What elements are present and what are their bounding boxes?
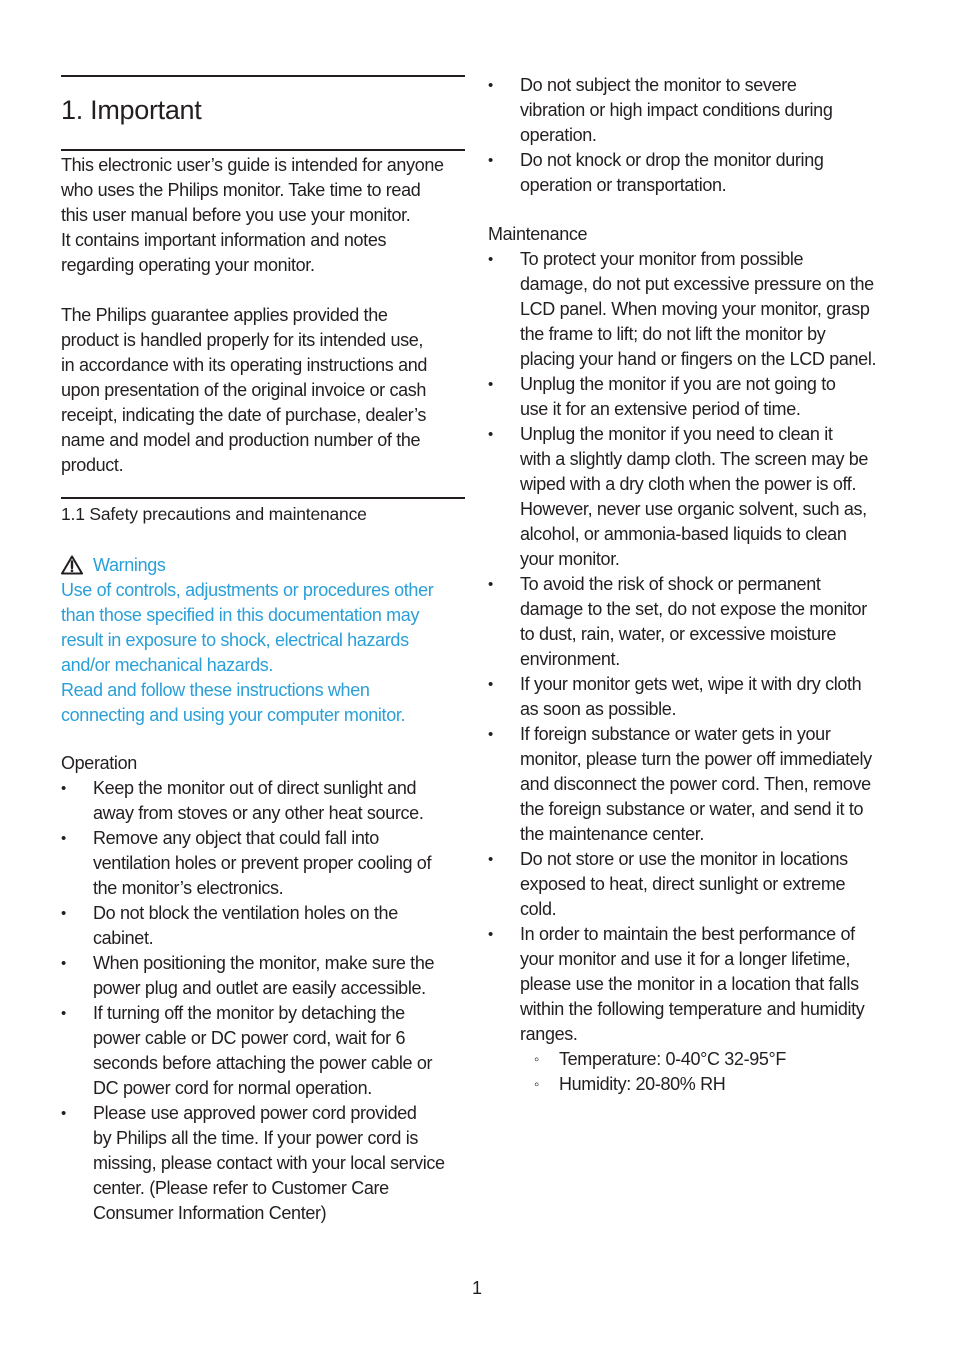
list-item-line: • Keep the monitor out of direct sunlight and bbox=[93, 778, 417, 798]
list-item-line: cold. bbox=[520, 899, 557, 919]
list-item-line: • Do not block the ventilation holes on the bbox=[93, 903, 398, 923]
list-item-line: However, never use organic solvent, such as, bbox=[520, 499, 867, 519]
list-item bbox=[488, 922, 898, 1097]
list-item bbox=[488, 372, 898, 422]
intro-paragraph-2 bbox=[61, 303, 427, 478]
text-line: Read and follow these instructions when bbox=[61, 680, 370, 700]
list-item-line: operation or transportation. bbox=[520, 175, 727, 195]
operation-list-continued bbox=[488, 73, 898, 198]
list-item-line: • Please use approved power cord provided bbox=[93, 1103, 417, 1123]
list-item-line: • To avoid the risk of shock or permanent bbox=[520, 574, 821, 594]
page-number: 1 bbox=[471, 1278, 482, 1298]
list-item-line: damage, do not put excessive pressure on the bbox=[520, 274, 874, 294]
maintenance-heading: Maintenance bbox=[488, 224, 588, 244]
list-item bbox=[488, 247, 898, 372]
list-item-line: and disconnect the power cord. Then, remove bbox=[520, 774, 871, 794]
list-item-line: the frame to lift; do not lift the monitor by bbox=[520, 324, 826, 344]
text-line: It contains important information and notes bbox=[61, 230, 387, 250]
list-item bbox=[488, 722, 898, 847]
list-item-line: by Philips all the time. If your power cord is bbox=[93, 1128, 419, 1148]
list-item-line: center. (Please refer to Customer Care bbox=[93, 1178, 389, 1198]
list-item-line: vibration or high impact conditions during bbox=[520, 100, 833, 120]
title-rule bbox=[61, 149, 465, 151]
list-item-line: Consumer Information Center) bbox=[93, 1203, 327, 1223]
text-line: product. bbox=[61, 455, 124, 475]
list-item bbox=[488, 672, 898, 722]
list-item-line: • Remove any object that could fall into bbox=[93, 828, 379, 848]
list-item bbox=[61, 776, 465, 826]
list-item bbox=[61, 826, 465, 901]
list-item-line: • Unplug the monitor if you are not going to bbox=[520, 374, 836, 394]
list-item-line: please use the monitor in a location that falls bbox=[520, 974, 859, 994]
list-item-line: to dust, rain, water, or excessive moisture bbox=[520, 624, 837, 644]
list-item-line: ventilation holes or prevent proper cooling of bbox=[93, 853, 432, 873]
list-item-line: • If turning off the monitor by detaching the bbox=[93, 1003, 405, 1023]
range-item: ◦ Humidity: 20-80% RH bbox=[520, 1072, 898, 1097]
list-item-line: use it for an extensive period of time. bbox=[520, 399, 801, 419]
list-item bbox=[488, 847, 898, 922]
list-item bbox=[61, 901, 465, 951]
list-item-line: power cable or DC power cord, wait for 6 bbox=[93, 1028, 406, 1048]
list-item-line: monitor, please turn the power off immediately bbox=[520, 749, 872, 769]
list-item-line: wiped with a dry cloth when the power is off. bbox=[520, 474, 857, 494]
list-item-line: environment. bbox=[520, 649, 620, 669]
text-line: this user manual before you use your monitor. bbox=[61, 205, 411, 225]
text-line: and/or mechanical hazards. bbox=[61, 655, 274, 675]
list-item-line: your monitor and use it for a longer lifetime, bbox=[520, 949, 851, 969]
list-item-line: cabinet. bbox=[93, 928, 154, 948]
list-item-line: • In order to maintain the best performance of bbox=[520, 924, 855, 944]
list-item-line: • Do not subject the monitor to severe bbox=[520, 75, 797, 95]
list-item-line: seconds before attaching the power cable or bbox=[93, 1053, 433, 1073]
text-line: receipt, indicating the date of purchase, dealer’s bbox=[61, 405, 427, 425]
operation-list bbox=[61, 776, 465, 1226]
list-item-line: • To protect your monitor from possible bbox=[520, 249, 804, 269]
list-item-line: • If foreign substance or water gets in your bbox=[520, 724, 831, 744]
text-line: result in exposure to shock, electrical hazards bbox=[61, 630, 409, 650]
list-item bbox=[61, 1101, 465, 1226]
text-line: Use of controls, adjustments or procedures other bbox=[61, 580, 434, 600]
list-item-line: LCD panel. When moving your monitor, grasp bbox=[520, 299, 870, 319]
list-item bbox=[488, 422, 898, 572]
operation-heading: Operation bbox=[61, 753, 137, 773]
list-item-line: operation. bbox=[520, 125, 597, 145]
list-item bbox=[488, 73, 898, 148]
list-item-line: away from stoves or any other heat source. bbox=[93, 803, 424, 823]
list-item-line: the foreign substance or water, and send it to bbox=[520, 799, 864, 819]
list-item-line: power plug and outlet are easily accessible. bbox=[93, 978, 426, 998]
text-line: in accordance with its operating instructions and bbox=[61, 355, 428, 375]
subsection-rule bbox=[61, 497, 465, 499]
text-line: upon presentation of the original invoice or cash bbox=[61, 380, 427, 400]
list-item-line: • Do not knock or drop the monitor during bbox=[520, 150, 824, 170]
list-item bbox=[61, 1001, 465, 1101]
list-item-line: missing, please contact with your local service bbox=[93, 1153, 445, 1173]
top-rule bbox=[61, 75, 465, 77]
warnings-text bbox=[61, 578, 433, 728]
warnings-heading: Warnings bbox=[93, 555, 166, 575]
list-item-line: alcohol, or ammonia-based liquids to clean bbox=[520, 524, 847, 544]
text-line: regarding operating your monitor. bbox=[61, 255, 315, 275]
range-list bbox=[520, 1047, 898, 1097]
text-line: The Philips guarantee applies provided the bbox=[61, 305, 388, 325]
subsection-title: 1.1 Safety precautions and maintenance bbox=[61, 504, 367, 524]
list-item-line: the maintenance center. bbox=[520, 824, 705, 844]
list-item-line: as soon as possible. bbox=[520, 699, 677, 719]
intro-paragraph-1 bbox=[61, 153, 444, 278]
list-item-line: ranges. bbox=[520, 1024, 578, 1044]
list-item-line: • When positioning the monitor, make sure the bbox=[93, 953, 435, 973]
section-title: 1. Important bbox=[61, 95, 202, 125]
list-item-line: • If your monitor gets wet, wipe it with dry cloth bbox=[520, 674, 862, 694]
text-line: product is handled properly for its intended use, bbox=[61, 330, 424, 350]
list-item-line: with a slightly damp cloth. The screen may be bbox=[520, 449, 869, 469]
text-line: name and model and production number of the bbox=[61, 430, 421, 450]
maintenance-list bbox=[488, 247, 898, 1097]
text-line: than those specified in this documentation may bbox=[61, 605, 420, 625]
text-line: connecting and using your computer monitor. bbox=[61, 705, 406, 725]
range-item: ◦ Temperature: 0-40°C 32-95°F bbox=[520, 1047, 898, 1072]
list-item-line: • Unplug the monitor if you need to clean it bbox=[520, 424, 833, 444]
list-item-line: the monitor’s electronics. bbox=[93, 878, 284, 898]
list-item-line: DC power cord for normal operation. bbox=[93, 1078, 372, 1098]
list-item-line: • Do not store or use the monitor in locations bbox=[520, 849, 848, 869]
list-item-line: exposed to heat, direct sunlight or extreme bbox=[520, 874, 846, 894]
list-item bbox=[488, 572, 898, 672]
list-item-line: damage to the set, do not expose the monitor bbox=[520, 599, 867, 619]
list-item bbox=[61, 951, 465, 1001]
text-line: This electronic user’s guide is intended for anyone bbox=[61, 155, 444, 175]
list-item-line: within the following temperature and humidity bbox=[520, 999, 865, 1019]
list-item-line: placing your hand or fingers on the LCD panel. bbox=[520, 349, 877, 369]
warning-icon bbox=[61, 555, 83, 575]
list-item bbox=[488, 148, 898, 198]
list-item-line: your monitor. bbox=[520, 549, 620, 569]
text-line: who uses the Philips monitor. Take time to read bbox=[61, 180, 421, 200]
